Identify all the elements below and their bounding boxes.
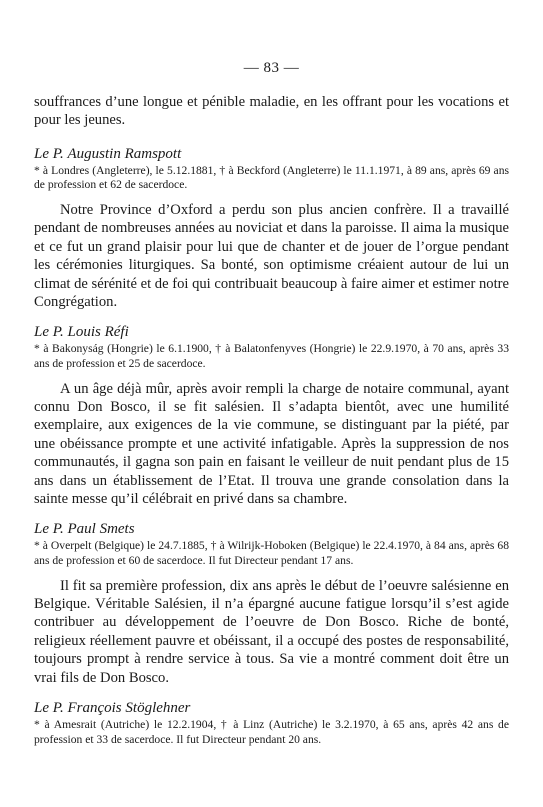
text-column — [34, 93, 509, 755]
obituary-name: Augustin Ramspott — [67, 145, 182, 162]
intro-paragraph: souffrances d’une longue et pénible maladie, en les offrant pour les vocations et pour les jeunes. — [34, 94, 509, 129]
obituary-heading — [34, 699, 509, 717]
obituary-dates: * à Bakonyság (Hongrie) le 6.1.1900, † à Balatonfenyves (Hongrie) le 22.9.1970, à 70 ans, après 33 ans de profession et 25 de sacerdoce. — [34, 342, 509, 371]
obituary-entry — [34, 323, 509, 508]
page-number: — 83 — — [243, 60, 300, 76]
obituary-title: Le P. — [34, 521, 64, 538]
obituary-text: A un âge déjà mûr, après avoir rempli la charge de notaire communal, ayant connu Don Bosco, il se fit salésien. Il s’adapta bientôt, avec une humilité exemplaire, aux exigences de la vie commune, se distinguant par la piété, par une obéissance prompte et une activité infatigable. Après la suppression de nos communautés, il gagna son pain en faisant le veilleur de nuit pendant plus de 15 ans dans un établissement de l’Etat. Il trouva une grande consolation dans la sainte messe qu’il célébrait en privé dans sa chambre. — [34, 380, 509, 508]
obituary-title: Le P. — [34, 145, 64, 162]
obituary-title: Le P. — [34, 324, 64, 341]
obituary-entry — [34, 699, 509, 747]
obituary-heading — [34, 520, 509, 538]
obituary-dates: * à Londres (Angleterre), le 5.12.1881, † à Beckford (Angleterre) le 11.1.1971, à 89 ans, après 69 ans de profession et 62 de sacerdoce. — [34, 163, 509, 192]
obituary-name: François Stöglehner — [67, 700, 191, 717]
obituary-heading — [34, 323, 509, 341]
obituary-dates: * à Amesrait (Autriche) le 12.2.1904, † à Linz (Autriche) le 3.2.1970, à 65 ans, après 42 ans de profession et 33 de sacerdoce. Il fut Directeur pendant 20 ans. — [34, 718, 509, 746]
obituary-entry — [34, 145, 509, 312]
obituary-text: Il fit sa première profession, dix ans après le début de l’oeuvre salésienne en Belgique. Véritable Salésien, il n’a épargné aucune fatigue lorsqu’il s’est agide contribuer au développement de l’oeuvre de Don Bosco. Riche de bonté, religieux réellement pauvre et obéissant, il a occupé des postes de responsabilité, toujours prompt à rendre service à tous. Sa vie a montré comment doit être un vrai fils de Don Bosco. — [34, 577, 509, 686]
obituary-entry — [34, 520, 509, 687]
obituary-name: Louis Réfi — [67, 324, 129, 341]
obituary-name: Paul Smets — [67, 521, 135, 538]
obituary-text: Notre Province d’Oxford a perdu son plus ancien confrère. Il a travaillé pendant de nombreuses années au noviciat et dans la paroisse. Il aima la musique et ce fut un grand plaisir pour lui que de chanter et de jouer de l’orgue pendant les cérémonies liturgiques. Sa bonté, son optimisme créaient autour de lui un climat de sérénité et de foi qui contribuait beaucoup à faire aimer et estimer notre Congrégation. — [34, 202, 509, 311]
obituary-title: Le P. — [34, 700, 64, 717]
obituary-dates: * à Overpelt (Belgique) le 24.7.1885, † à Wilrijk-Hoboken (Belgique) le 22.4.1970, à 84 ans, après 68 ans de profession et 60 de sacerdoce. Il fut Directeur pendant 17 ans. — [34, 539, 509, 568]
obituary-heading — [34, 145, 509, 163]
